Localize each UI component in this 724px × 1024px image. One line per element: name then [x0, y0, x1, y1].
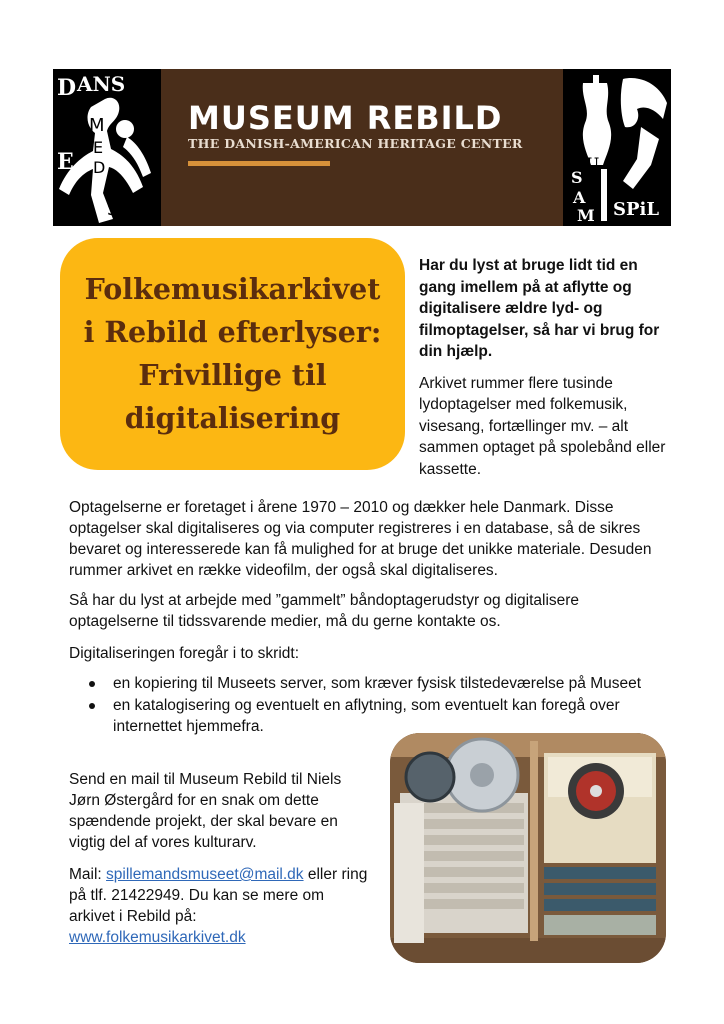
- banner-subtitle: THE DANISH-AMERICAN HERITAGE CENTER: [188, 136, 523, 151]
- bullet-icon: [89, 703, 95, 709]
- dansemedes-logo-icon: [53, 69, 161, 226]
- callout-line: Frivillige til: [138, 358, 327, 392]
- svg-text:U: U: [585, 154, 599, 173]
- paragraph-recordings: Optagelserne er foretaget i årene 1970 – 2010 og dækker hele Danmark. Disse optagelser skal digitaliseres og via computer registreres i en database, så de sikres bevaret og interesserede kan få mulighed for at bruge det unikke materiale. Desuden rummer arkivet en række videofilm, der også skal digitaliseres.: [69, 499, 652, 579]
- svg-text:E: E: [93, 138, 104, 157]
- sammenspil-logo-icon: [563, 69, 671, 226]
- svg-text:D: D: [93, 158, 106, 177]
- svg-text:ANS: ANS: [77, 72, 126, 96]
- svg-text:M: M: [89, 115, 105, 136]
- contact-section: [69, 769, 369, 959]
- contact-details: [69, 864, 369, 948]
- step-text: en katalogisering og eventuelt en aflytning, som eventuelt kan foregå over internettet hjemmefra.: [113, 697, 620, 735]
- mail-suffix: eller ring på tlf. 21422949. Du kan se mere om arkivet i Rebild på:: [69, 866, 368, 925]
- callout-line: Folkemusikarkivet: [84, 272, 381, 306]
- intro-section: [419, 255, 669, 480]
- svg-text:M: M: [577, 206, 595, 225]
- banner-title: MUSEUM REBILD: [188, 99, 503, 137]
- list-item: [69, 673, 669, 694]
- intro-lead: Har du lyst at bruge lidt tid en gang imellem på at aflytte og digitalisere ældre lyd- og filmoptagelser, så har vi brug for din hjælp.: [419, 257, 660, 360]
- paragraph-contact-us: Så har du lyst at arbejde med ”gammelt” båndoptagerudstyr og digitalisere optagelserne til tidssvarende medier, må du gerne kontakte os.: [69, 592, 580, 630]
- callout-line: i Rebild efterlyser:: [83, 315, 382, 349]
- svg-text:E: E: [105, 178, 116, 197]
- website-link[interactable]: www.folkemusikarkivet.dk: [69, 929, 246, 946]
- bullet-icon: [89, 681, 95, 687]
- svg-text:E: E: [57, 149, 74, 175]
- callout-line: digitalisering: [124, 401, 341, 435]
- steps-list: [69, 673, 669, 738]
- intro-body: Arkivet rummer flere tusinde lydoptagelser med folkemusik, visesang, fortællinger mv. – alt sammen optaget på spolebånd eller kassette.: [419, 374, 666, 478]
- step-text: en kopiering til Museets server, som kræver fysisk tilstedeværelse på Museet: [113, 675, 642, 692]
- museum-banner: [53, 69, 671, 226]
- callout-heading: [84, 268, 382, 440]
- svg-text:D: D: [57, 75, 77, 101]
- volunteer-callout: [60, 238, 405, 470]
- svg-text:S: S: [571, 168, 583, 187]
- email-link[interactable]: spillemandsmuseet@mail.dk: [106, 866, 304, 883]
- paragraph-two-steps: Digitaliseringen foregår i to skridt:: [69, 645, 300, 662]
- list-item: [69, 695, 669, 737]
- tape-reels-photo-icon: [390, 733, 666, 963]
- banner-accent-bar: [188, 161, 330, 166]
- contact-text: Send en mail til Museum Rebild til Niels Jørn Østergård for en snak om dette spændende projekt, der skal bevare en vigtig del af vores kulturarv.: [69, 771, 342, 851]
- svg-text:SPiL: SPiL: [613, 199, 660, 220]
- mail-prefix: Mail:: [69, 866, 107, 883]
- svg-text:S: S: [107, 199, 119, 220]
- svg-text:A: A: [573, 188, 586, 207]
